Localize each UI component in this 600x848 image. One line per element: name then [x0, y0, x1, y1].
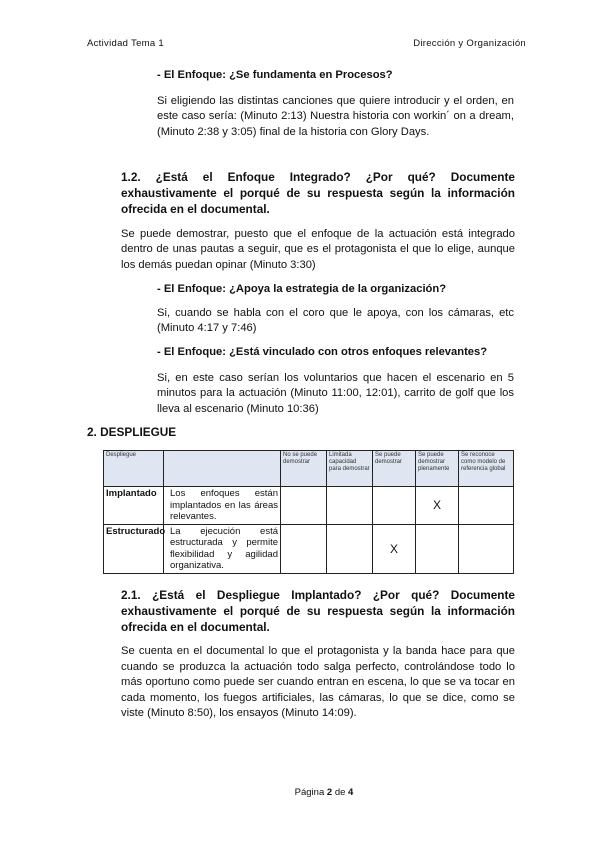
row-desc: La ejecución está estructurada y permite flexibilidad y agilidad organizativa. [164, 524, 281, 573]
page-of-label: de [334, 787, 346, 798]
mark-cell [459, 487, 514, 525]
mark-cell [327, 524, 373, 573]
mark-cell [281, 487, 327, 525]
table-header-cell: Se puede demostrar plenamente [416, 451, 459, 487]
q-estrategia-title: - El Enfoque: ¿Apoya la estrategia de la organización? [157, 283, 447, 295]
mark-cell: X [416, 487, 459, 525]
table-header-cell: Limitada capacidad para demostrar [327, 451, 373, 487]
q-1-2-answer: Se puede demostrar, puesto que el enfoque de la actuación está integrado dentro de unas pautas a seguir, que es el protagonista el que lo elige, aunque los demás puedan opinar (Minuto 3:30) [121, 228, 515, 271]
q-2-1-answer: Se cuenta en el documental lo que el protagonista y la banda hace para que cuando se produzca la actuación todo salga perfecto, controlándose todo lo más oportuno como puede ser cuando entran en escena, lo que se va tocar en cada momento, los fuegos artificiales, las cámaras, lo que se dice, como se viste (Minuto 8:50), los ensayos (Minuto 14:09). [121, 645, 515, 720]
page-label: Página [294, 787, 325, 798]
q-1-2-title: 1.2. ¿Está el Enfoque Integrado? ¿Por qué? Documente exhaustivamente el porqué de su respuesta según la información ofrecida en el documental. [121, 170, 515, 216]
mark-cell [281, 524, 327, 573]
despliegue-table [103, 450, 514, 574]
table-header-cell [164, 451, 281, 487]
table-header-cell: Se reconoce como modelo de referencia global [459, 451, 514, 487]
q-procesos-answer: Si eligiendo las distintas canciones que quiere introducir y el orden, en este caso sería: (Minuto 2:13) Nuestra historia con workin´ on a dream, (Minuto 2:38 y 3:05) final de la historia con Glory Days. [157, 95, 514, 138]
table-row [104, 524, 514, 573]
table-header-cell: No se puede demostrar [281, 451, 327, 487]
mark-cell [459, 524, 514, 573]
q-estrategia-answer: Si, cuando se habla con el coro que le apoya, con los cámaras, etc (Minuto 4:17 y 7:46) [157, 307, 514, 335]
row-desc: Los enfoques están implantados en las áreas relevantes. [164, 487, 281, 525]
table-row [104, 487, 514, 525]
section-title: 2. DESPLIEGUE [87, 425, 177, 439]
table-header-row [104, 451, 514, 487]
q-procesos-title: - El Enfoque: ¿Se fundamenta en Procesos? [157, 69, 393, 81]
mark-cell: X [373, 524, 416, 573]
header-right: Dirección y Organización [413, 38, 526, 49]
mark-cell [373, 487, 416, 525]
row-label: Implantado [104, 487, 164, 525]
page-current: 2 [326, 787, 333, 798]
mark-cell [416, 524, 459, 573]
page-total: 4 [348, 787, 354, 798]
page-number [0, 787, 600, 798]
q-vinculado-answer: Si, en este caso serían los voluntarios que hacen el escenario en 5 minutos para la actuación (Minuto 11:00, 12:01), carrito de golf que los lleva al escenario (Minuto 10:36) [157, 372, 514, 415]
table-header-cell: Despliegue [104, 451, 164, 487]
table-header-cell: Se puede demostrar [373, 451, 416, 487]
row-label: Estructurado [104, 524, 164, 573]
header-left: Actividad Tema 1 [87, 38, 164, 49]
q-vinculado-title: - El Enfoque: ¿Está vinculado con otros enfoques relevantes? [157, 346, 488, 358]
mark-cell [327, 487, 373, 525]
q-2-1-title: 2.1. ¿Está el Despliegue Implantado? ¿Por qué? Documente exhaustivamente el porqué de su respuesta según la información ofrecida en el documental. [121, 588, 515, 634]
